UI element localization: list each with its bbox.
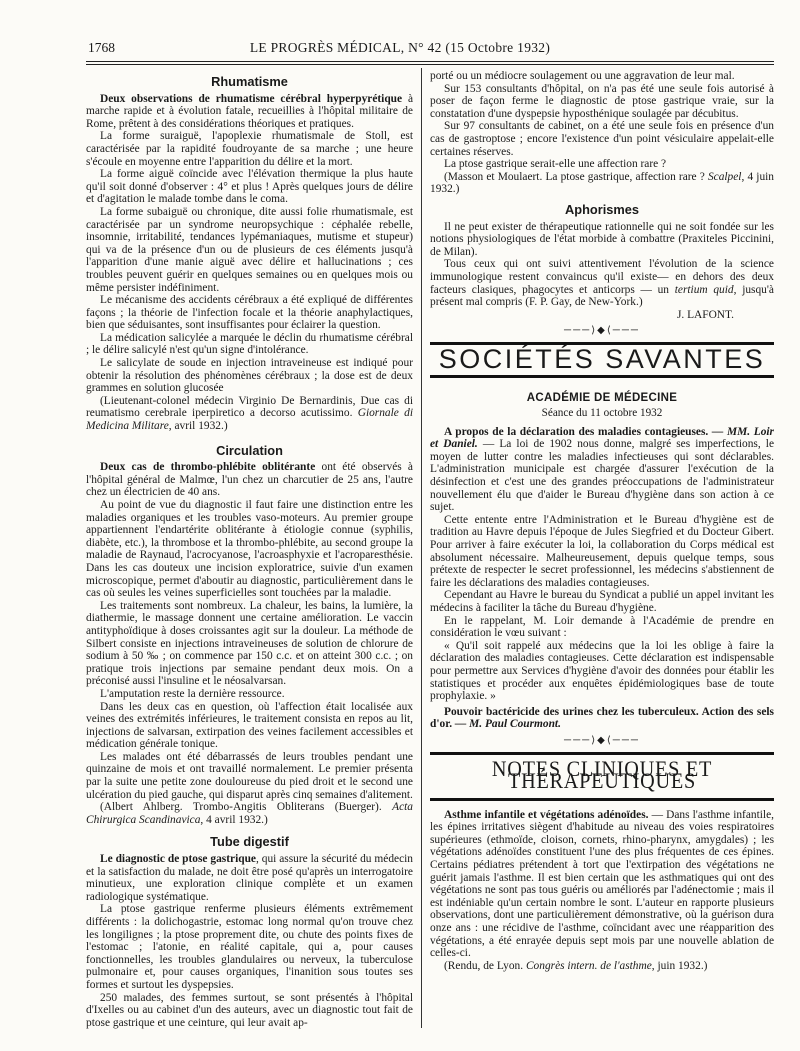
citation: (Masson et Moulaert. La ptose gastrique, affection rare ? Scalpel, 4 juin 1932.) — [430, 170, 774, 196]
citation: (Lieutenant-colonel médecin Virginio De Bernardinis, Due cas di reumatismo cerebrale iperpiretico a decorso acutissimo. Giornale di Medicina Militare, avril 1932.) — [86, 394, 413, 433]
header-rule — [86, 61, 774, 62]
paragraph: Deux observations de rhumatisme cérébral hyperpyrétique à marche rapide et à évolution fatale, recueillies à l'hôpital militaire de Rome, prêtent à des considérations théoriques et pratiques. — [86, 92, 414, 130]
paragraph: Les traitements sont nombreux. La chaleur, les bains, la lumière, la diathermie, le massage donnent une certaine amélioration. Le vaccin antityphoïdique à doses croissantes agit sur la douleur. La méthode de Silbert consiste en injections intraveineuses de solution de chlorure de sodium à 50 ‰ ; on commence par 150 c.c. et on atteint 300 c.c. ; on pratique trois injections par semaine pendant deux mois. On a préconisé aussi l'insuline et le néosalvarsan. — [86, 599, 413, 688]
page-number: 1768 — [88, 40, 115, 55]
citation: (Albert Ahlberg. Trombo-Angitis Obliterans (Buerger). Acta Chirurgica Scandinavica, 4 avril 1932.) — [86, 801, 413, 826]
paragraph: Au point de vue du diagnostic il faut faire une distinction entre les maladies organiques et les troubles vaso-moteurs. Au premier groupe appartiennent l'endartérite oblitérante à étiologie connue (syphilis, diabète, etc.), la thrombose et la thrombo-phlébite, au second groupe la maladie de Raynaud, l'acrocyanose, l'acroasphyxie et l'acroparesthésie. Dans les cas douteux une incision exploratrice, suivie d'un examen microscopique, permet d'aboutir au diagnostic, particulièrement dans le cas où seules les veines superficielles sont touchées par la maladie. — [86, 499, 413, 600]
paragraph: Le salicylate de soude en injection intraveineuse est indiqué pour obtenir la résolution des phénomènes cérébraux ; la dose est de deux grammes en solution glucosée — [86, 357, 413, 395]
paragraph: Il ne peut exister de thérapeutique rationnelle qui ne soit fondée sur les notions physiologiques de l'état morbide à combattre (Praxiteles Piccinini, de Milan). — [430, 220, 774, 258]
section-heading-tube-digestif: Tube digestif — [210, 834, 289, 850]
paragraph: La ptose gastrique serait-elle une affection rare ? — [444, 158, 667, 171]
running-head-title: LE PROGRÈS MÉDICAL, N° 42 (15 Octobre 1932) — [249, 40, 551, 55]
header-rule-2 — [86, 64, 774, 65]
paragraph: Cependant au Havre le bureau du Syndicat a publié un appel invitant les médecins à faciliter la tâche du Bureau d'hygiène. — [430, 589, 774, 614]
academy-heading: ACADÉMIE DE MÉDECINE — [526, 392, 678, 405]
session-date: Séance du 11 octobre 1932 — [541, 407, 663, 420]
paragraph: porté ou un médiocre soulagement ou une aggravation de leur mal. — [430, 70, 735, 82]
paragraph: Asthme infantile et végétations adénoïdes. — Dans l'asthme infantile, les épines irritatives siègent d'habitude au niveau des voies respiratoires supérieures (ethmoïde, cloison, cornets, rhino-pharynx, amygdales) ; les végétations adénoïdes constituent l'une des plus fréquentes de ces épines. Certains pédiatres prétendent à tort que l'extirpation des végétations ne guérit jamais l'asthme. Il est bien certain que les asthmatiques qui ont des végétations ne sont pas tous guéris ou améliorés par l'adénectomie ; mais il est indéniable qu'un certain nombre le sont. L'auteur en rapporte plusieurs observations, dont une particulièrement démonstrative, où la guérison dura onze ans : une récidive de l'asthme, coïncidant avec une réapparition des végétations, a été enrayée depuis sept mois par une nouvelle ablation de celles-ci. — [430, 808, 774, 960]
paragraph: 250 malades, des femmes surtout, se sont présentés à l'hôpital d'Ixelles ou au cabinet d'un des auteurs, avec un diagnostic tout fait de ptose gastrique et une ceinture, qui leur avait ap- — [86, 991, 413, 1029]
paragraph: Le mécanisme des accidents cérébraux a été expliqué de différentes façons ; la théorie de l'infection focale et la théorie anaphylactiques, bien que séduisantes, sont insuffisantes pour éclairer la question. — [86, 294, 413, 332]
left-column — [86, 70, 413, 1029]
paragraph: La forme subaiguë ou chronique, dite aussi folie rhumatismale, est caractérisée par un syndrome neuropsychique : céphalée rebelle, insomnie, irritabilité, tendances lypémaniaques, mutisme et stupeur) qui va de la présence d'un ou de plusieurs de ces éléments jusqu'à l'apparition d'une manie aiguë avec délire et hallucinations ; ces troubles peuvent guérir en quelques semaines ou en quelques mois ou même persister indéfiniment. — [86, 205, 413, 294]
paragraph: La forme aiguë coïncide avec l'élévation thermique la plus haute qu'il soit donné d'observer : 4° et plus ! Après quelques jours de délire et d'agitation le malade tombe dans le coma. — [86, 168, 413, 206]
societes-savantes-title: SOCIÉTÉS SAVANTES — [438, 343, 766, 374]
paragraph: A propos de la déclaration des maladies contagieuses. — MM. Loir et Daniel. — La loi de 1902 nous donne, malgré ses imperfections, le moyen de lutter contre les maladies infectieuses qui sont déclarables. L'administration municipale est chargée d'assurer l'exécution de la désinfection et c'est une des grandes préoccupations de l'administrateur nouvellement élu que d'aider le Bureau d'hygiène dans son action à ce sujet. — [430, 425, 775, 514]
citation: (Rendu, de Lyon. Congrès intern. de l'asthme, juin 1932.) — [444, 959, 708, 972]
notes-cliniques-title: NOTES CLINIQUES ET THÉRAPEUTIQUES — [491, 755, 713, 794]
column-divider — [421, 68, 422, 1028]
paragraph: Sur 153 consultants d'hôpital, on n'a pas été une seule fois autorisé à poser de façon ferme le diagnostic de ptose gastrique vraie, sur la constatation d'une dyspepsie hyposthénique soulagée par décubitus. — [430, 82, 774, 120]
paragraph: La médication salicylée a marquée le déclin du rhumatisme cérébral ; le délire salicylé n'est qu'un signe d'intolérance. — [86, 331, 413, 357]
notes-rule-bottom — [430, 798, 774, 801]
running-header — [0, 40, 800, 58]
section-heading-aphorismes: Aphorismes — [565, 201, 639, 217]
ornament-divider: ───⟩◆⟨─── — [563, 734, 640, 746]
paragraph: Pouvoir bactéricide des urines chez les tuberculeux. Action des sels d'or. — M. Paul Courmont. — [430, 705, 774, 731]
paragraph: La forme suraiguë, l'apoplexie rhumatismale de Stoll, est caractérisée par la rapidité foudroyante de sa marche ; une heure s'écoule en moyenne entre l'apparition du délire et la mort. — [86, 130, 413, 168]
notes-rule-top — [430, 752, 774, 755]
paragraph: La ptose gastrique renferme plusieurs éléments extrêmement différents : la dolichogastrie, estomac long normal qu'on trouve chez les longilignes ; la ptose proprement dite, ou chute des points fixes de l'estomac ; l'atonie, en réalité capitale, qui a, pour causes fonctionnelles, les troubles glandulaires ou nerveux, la tuberculose pulmonaire et, pour causes organiques, l'inanition sous toutes ses formes et surtout les dyspepsies. — [86, 903, 413, 991]
paragraph: Les malades ont été débarrassés de leurs troubles pendant une quinzaine de mois et ont travaillé normalement. Le premier présenta par la suite une petite zone douloureuse du pied droit et le second une ulcération du pied gauche, qui disparut après cinq semaines d'alitement. — [86, 750, 413, 801]
title-rule-bottom — [430, 375, 774, 378]
paragraph: L'amputation reste la dernière ressource. — [100, 687, 285, 700]
paragraph: « Qu'il soit rappelé aux médecins que la loi les oblige à faire la déclaration des maladies contagieuses. Cette déclaration est indispensable pour permettre aux Services d'hygiène d'avoir des données pour établir les statistiques et procéder aux enquêtes épidémiologiques base de toute prophylaxie. » — [430, 639, 774, 703]
paragraph: Deux cas de thrombo-phlébite oblitérante ont été observés à l'hôpital général de Malmœ, l'un chez un charcutier de 25 ans, l'autre chez un électricien de 40 ans. — [86, 461, 413, 499]
section-heading-circulation: Circulation — [216, 442, 283, 458]
paragraph: Sur 97 consultants de cabinet, on a été une seule fois en présence d'un cas de gastroptose ; encore l'existence d'un point vésiculaire appelait-elle certaines réserves. — [430, 120, 774, 158]
paragraph: Tous ceux qui ont suivi attentivement l'évolution de la science immunologique restent convaincus qu'il existe— en dehors des deux facteurs clasiques, phagocytes et anticorps — un tertium quid, jusqu'à présent mal compris (F. P. Gay, de New-York.) — [430, 258, 774, 309]
ornament-divider: ───⟩◆⟨─── — [563, 325, 640, 337]
title-rule-top — [430, 342, 774, 345]
section-heading-rhumatisme: Rhumatisme — [211, 74, 288, 89]
paragraph: Dans les deux cas en question, où l'affection était localisée aux veines des extrémités inférieures, le traitement consista en repos au lit, injections de salvarsan, extirpation des veines facilement accessibles et médication générale tonique. — [86, 700, 413, 751]
paragraph: En le rappelant, M. Loir demande à l'Académie de prendre en considération le vœu suivant : — [430, 614, 774, 640]
paragraph: Le diagnostic de ptose gastrique, qui assure la sécurité du médecin et la satisfaction du malade, ne doit être posé qu'après un interrogatoire minutieux, une exploration clinique complète et un examen radiologique systématique. — [86, 853, 413, 903]
paragraph: Cette entente entre l'Administration et le Bureau d'hygiène est de tradition au Havre depuis l'époque de Jules Siegfried et du Docteur Gibert. Pour arriver à faire exécuter la loi, la collaboration du Corps médical est absolument nécessaire. Malheureusement, depuis quelque temps, sous prétexte de respecter le secret professionnel, les médecins s'abstiennent de faire les déclarations des maladies contagieuses. — [430, 513, 774, 589]
right-column — [430, 70, 774, 972]
signature: J. LAFONT. — [676, 308, 734, 321]
